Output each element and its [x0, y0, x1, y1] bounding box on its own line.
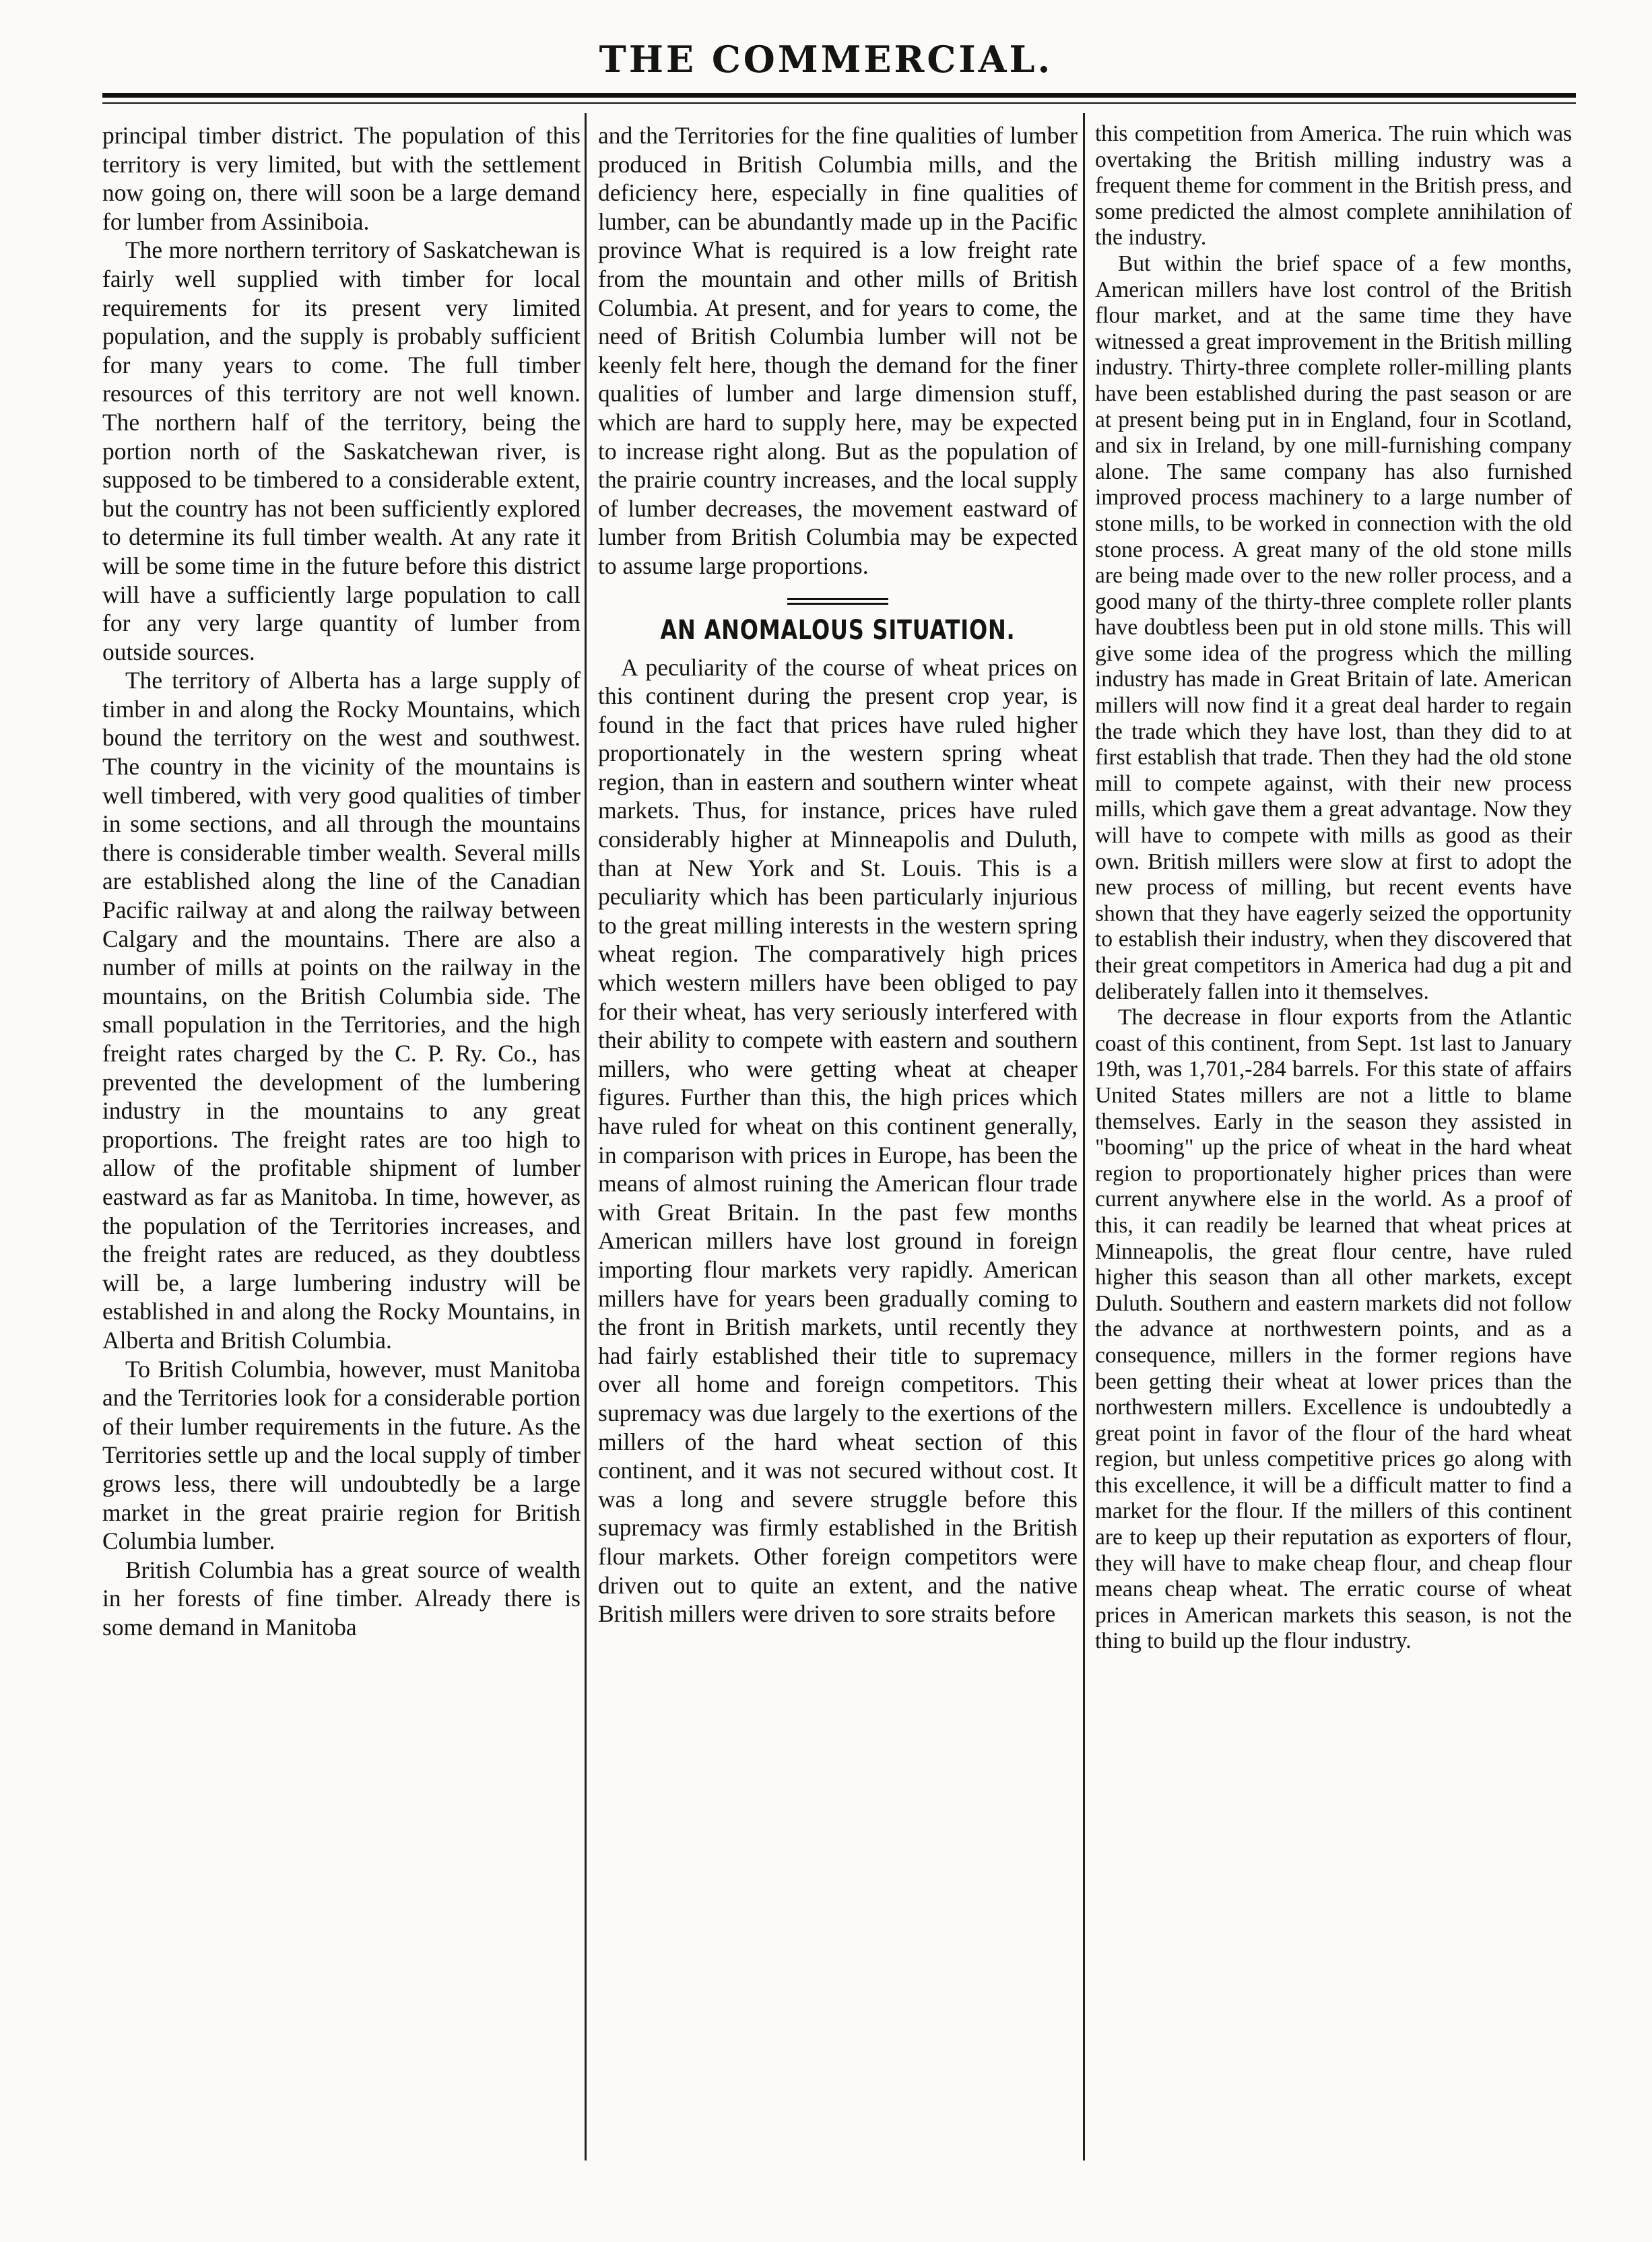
- header-rule-thick: [102, 93, 1576, 98]
- paragraph: and the Territories for the fine qualities of lumber produced in British Columbia mills, and the deficiency here, especially in fine qualities of lumber, can be abundantly made up in the Pacific province What is required is a low freight rate from the mountain and other mills of British Columbia. At present, and for years to come, the need of British Columbia lumber will not be keenly felt here, though the demand for the finer qualities of lumber and large dimension stuff, which are hard to supply here, may be expected to increase right along. But as the population of the prairie country increases, and the local supply of lumber decreases, the movement eastward of lumber from British Columbia may be expected to assume large proportions.: [598, 122, 1078, 579]
- paragraph: The more northern territory of Saskatchewan is fairly well supplied with timber for local requirements for its present very limited population, and the supply is probably sufficient for many years to come. The full timber resources of this territory are not well known. The northern half of the territory, being the portion north of the Saskatchewan river, is supposed to be timbered to a considerable extent, but the country has not been sufficiently explored to determine its full timber wealth. At any rate it will be some time in the future before this district will have a sufficiently large population to call for any very large quantity of lumber from outside sources.: [102, 236, 581, 665]
- newspaper-title: THE COMMERCIAL.: [599, 38, 1053, 81]
- paragraph: The decrease in flour exports from the Atlantic coast of this continent, from Sept. 1st last to January 19th, was 1,701,-284 barrels. For this state of affairs United States millers are not a little to blame themselves. Early in the season they assisted in "booming" up the price of wheat in the hard wheat region to proportionately higher prices than were current anywhere else in the world. As a proof of this, it can readily be learned that wheat prices at Minneapolis, the great flour centre, have ruled higher this season than all other markets, except Duluth. Southern and eastern markets did not follow the advance at northwestern points, and as a consequence, millers in the former regions have been getting their wheat at lower prices than the northwestern millers. Excellence is undoubtedly a great point in favor of the flour of the hard wheat region, but unless competitive prices go along with this excellence, it will be a difficult matter to find a market for the flour. If the millers of this continent are to keep up their reputation as exporters of flour, they will have to make cheap flour, and cheap flour means cheap wheat. The erratic course of wheat prices in American markets this season, is not the thing to build up the flour industry.: [1095, 1005, 1572, 1654]
- column-divider-1: [585, 113, 587, 2161]
- paragraph: this competition from America. The ruin which was overtaking the British milling industry was a frequent theme for comment in the British press, and some predicted the almost complete annihilation of the industry.: [1095, 121, 1572, 251]
- paragraph: British Columbia has a great source of wealth in her forests of fine timber. Already there is some demand in Manitoba: [102, 1556, 581, 1641]
- column-1: [102, 121, 581, 2142]
- paragraph: To British Columbia, however, must Manitoba and the Territories look for a considerable portion of their lumber requirements in the future. As the Territories settle up and the local supply of timber grows less, there will undoubtedly be a large market in the great prairie region for British Columbia lumber.: [102, 1355, 581, 1555]
- column-3: [1095, 121, 1572, 2142]
- article-heading: AN ANOMALOUS SITUATION.: [660, 614, 1016, 646]
- paragraph: The territory of Alberta has a large supply of timber in and along the Rocky Mountains, which bound the territory on the west and southwest. The country in the vicinity of the mountains is well timbered, with very good qualities of timber in some sections, and all through the mountains there is considerable timber wealth. Several mills are established along the line of the Canadian Pacific railway at and along the railway between Calgary and the mountains. There are also a number of mills at points on the railway in the mountains, on the British Columbia side. The small population in the Territories, and the high freight rates charged by the C. P. Ry. Co., has prevented the development of the lumbering industry in the mountains to any great proportions. The freight rates are too high to allow of the profitable shipment of lumber eastward as far as Manitoba. In time, however, as the population of the Territories increases, and the freight rates are reduced, as they doubtless will be, a large lumbering industry will be established in and along the Rocky Mountains, in Alberta and British Columbia.: [102, 667, 581, 1354]
- paragraph: principal timber district. The population of this territory is very limited, but with the settlement now going on, there will soon be a large demand for lumber from Assiniboia.: [102, 122, 581, 235]
- column-divider-2: [1083, 113, 1085, 2161]
- section-divider: [787, 598, 888, 605]
- masthead: [0, 0, 1652, 81]
- header-rule-thin: [102, 102, 1576, 104]
- column-2: [598, 121, 1078, 2142]
- paragraph: A peculiarity of the course of wheat prices on this continent during the present crop year, is found in the fact that prices have ruled higher proportionately in the western spring wheat region, than in eastern and southern winter wheat markets. Thus, for instance, prices have ruled considerably higher at Minneapolis and Duluth, than at New York and St. Louis. This is a peculiarity which has been particularly injurious to the great milling interests in the western spring wheat region. The comparatively high prices which western millers have been obliged to pay for their wheat, has very seriously interfered with their ability to compete with eastern and southern millers, who were getting wheat at cheaper figures. Further than this, the high prices which have ruled for wheat on this continent generally, in comparison with prices in Europe, has been the means of almost ruining the American flour trade with Great Britain. In the past few months American millers have lost ground in foreign importing flour markets very rapidly. American millers have for years been gradually coming to the front in British markets, until recently they had fairly established their title to supremacy over all home and foreign competitors. This supremacy was due largely to the exertions of the millers of the hard wheat section of this continent, and it was not secured without cost. It was a long and severe struggle before this supremacy was firmly established in the British flour markets. Other foreign competitors were driven out to quite an extent, and the native British millers were driven to sore straits before: [598, 653, 1078, 1628]
- paragraph: But within the brief space of a few months, American millers have lost control of the British flour market, and at the same time they have witnessed a great improvement in the British milling industry. Thirty-three complete roller-milling plants have been established during the past season or are at present being put in in England, four in Scotland, and six in Ireland, by one mill-furnishing company alone. The same company has also furnished improved process machinery to a large number of stone mills, to be worked in connection with the old stone process. A great many of the old stone mills are being made over to the new roller process, and a good many of the thirty-three complete roller plants have doubtless been put in old stone mills. This will give some idea of the progress which the milling industry has made in Great Britain of late. American millers will now find it a great deal harder to regain the trade which they have lost, than they did to at first establish that trade. Then they had the old stone mill to compete against, with their new process mills, which gave them a great advantage. Now they will have to compete with mills as good as their own. British millers were slow at first to adopt the new process of milling, but recent events have shown that they have eagerly seized the opportunity to establish their industry, when they discovered that their great competitors in America had dug a pit and deliberately fallen into it themselves.: [1095, 251, 1572, 1004]
